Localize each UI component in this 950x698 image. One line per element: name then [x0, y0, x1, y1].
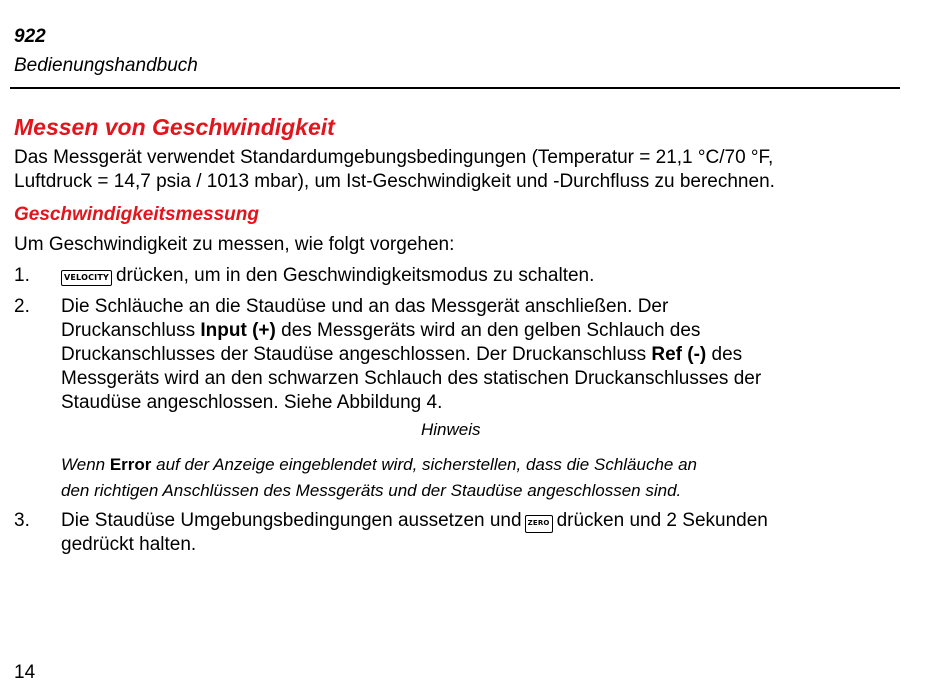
- ref-port-label: Ref (-): [651, 344, 707, 365]
- step-2: [61, 295, 901, 415]
- input-port-label: Input (+): [200, 320, 276, 341]
- subsection-heading: Geschwindigkeitsmessung: [14, 204, 259, 225]
- page-number: 14: [14, 662, 36, 683]
- step-2-line-3: Druckanschlusses der Staudüse angeschlossen. Der Druckanschluss Ref (-) des: [61, 344, 743, 365]
- step-3-number: 3.: [14, 510, 30, 531]
- note-title: Hinweis: [421, 420, 481, 439]
- step-2-line-5: Staudüse angeschlossen. Siehe Abbildung 4.: [61, 392, 443, 413]
- intro-line-1: Das Messgerät verwendet Standardumgebungsbedingungen (Temperatur = 21,1 °C/70 °F,: [14, 147, 774, 168]
- note-line-1: Wenn Error auf der Anzeige eingeblendet wird, sicherstellen, dass die Schläuche an: [61, 455, 698, 474]
- step-2-line-4: Messgeräts wird an den schwarzen Schlauch des statischen Druckanschlusses der: [61, 368, 762, 389]
- header-rule: [10, 87, 900, 89]
- step-1-text: drücken, um in den Geschwindigkeitsmodus zu schalten.: [115, 265, 595, 286]
- step-1: [61, 264, 901, 288]
- note-line-2: den richtigen Anschlüssen des Messgeräts und der Staudüse angeschlossen sind.: [61, 481, 682, 500]
- zero-key-icon: ZERO: [525, 515, 553, 533]
- velocity-key-icon: VELOCITY: [61, 270, 112, 286]
- note-body: [61, 452, 861, 504]
- intro-line-2: Luftdruck = 14,7 psia / 1013 mbar), um Ist-Geschwindigkeit und -Durchfluss zu berechnen.: [14, 171, 775, 192]
- step-3-line-1: Die Staudüse Umgebungsbedingungen aussetzen und ZERO drücken und 2 Sekunden: [61, 510, 768, 531]
- header-model: 922: [14, 26, 46, 47]
- section-heading: Messen von Geschwindigkeit: [14, 114, 335, 140]
- step-2-line-2: Druckanschluss Input (+) des Messgeräts wird an den gelben Schlauch des: [61, 320, 701, 341]
- subsection-lead: Um Geschwindigkeit zu messen, wie folgt vorgehen:: [14, 234, 455, 255]
- step-3-line-2: gedrückt halten.: [61, 534, 197, 555]
- step-3: [61, 509, 901, 557]
- header-manual-title: Bedienungshandbuch: [14, 55, 198, 76]
- step-2-line-1: Die Schläuche an die Staudüse und an das Messgerät anschließen. Der: [61, 296, 669, 317]
- error-label: Error: [109, 455, 152, 474]
- step-1-number: 1.: [14, 265, 30, 286]
- step-2-number: 2.: [14, 296, 30, 317]
